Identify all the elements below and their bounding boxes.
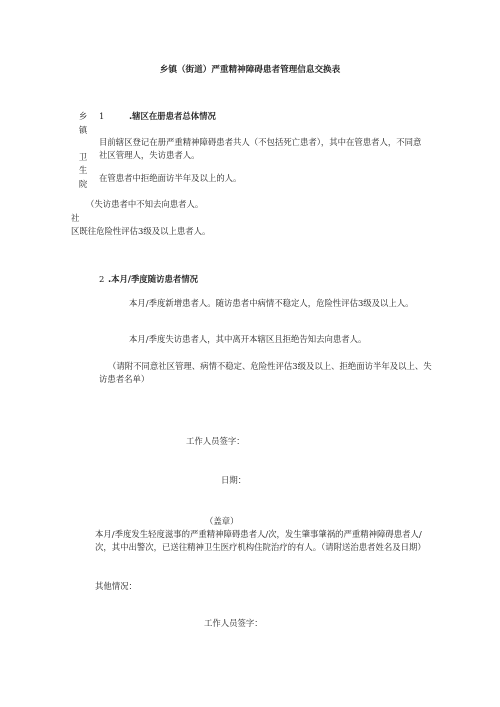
side-label xyxy=(77,110,89,191)
section2-line3: （请附不同意社区管理、病情不稳定、危险性评估3级及以上、拒绝面访半年及以上、失访患者名单） xyxy=(99,361,432,384)
section1-line2: 在管患者中拒绝面访半年及以上的人。 xyxy=(99,173,242,183)
other-info-label: 其他情况： xyxy=(95,581,137,591)
section1-heading: .辖区在册患者总体情况 xyxy=(129,111,216,121)
date-label: 日期： xyxy=(221,475,247,485)
section2-number: 2 xyxy=(99,274,105,284)
section2-line1: 本月/季度新增患者人。随访患者中病情不稳定人，危险性评估3级及以上人。 xyxy=(129,298,414,308)
side-char xyxy=(77,137,89,151)
side-char: 卫 xyxy=(78,151,88,162)
signature-label-1: 工作人员签字： xyxy=(186,436,245,446)
section1-line4: 区既往危险性评估3级及以上患者人。 xyxy=(71,226,211,236)
side-char: 镇 xyxy=(78,124,88,135)
side-char: 生 xyxy=(78,165,88,175)
section1-line3: （失访患者中不知去向患者人。 xyxy=(86,199,204,209)
document-title: 乡镇（街道）严重精神障碍患者管理信息交换表 xyxy=(159,65,341,75)
signature-label-2: 工作人员签字： xyxy=(204,618,263,628)
section2-heading: .本月/季度随访患者情况 xyxy=(108,274,198,284)
section2-line2: 本月/季度失访患者人，其中离开本辖区且拒绝告知去向患者人。 xyxy=(129,334,367,344)
section3-text: 本月/季度发生轻度滋事的严重精神障碍患者人/次，发生肇事肇祸的严重精神障碍患者人/次，其中出警次，已送往精神卫生医疗机构住院治疗的有人。（请附送治患者姓名及日期） xyxy=(95,529,426,552)
side-char: 院 xyxy=(78,178,88,189)
side-label-2: 社 xyxy=(71,213,80,223)
section1-number: 1 xyxy=(99,111,105,121)
section1-line1: 目前辖区登记在册严重精神障碍患者共人（不包括死亡患者），其中在管患者人，不同意社区管理人，失访患者人。 xyxy=(99,137,422,160)
seal-label: （盖章） xyxy=(205,516,239,526)
side-char: 乡 xyxy=(78,111,88,121)
